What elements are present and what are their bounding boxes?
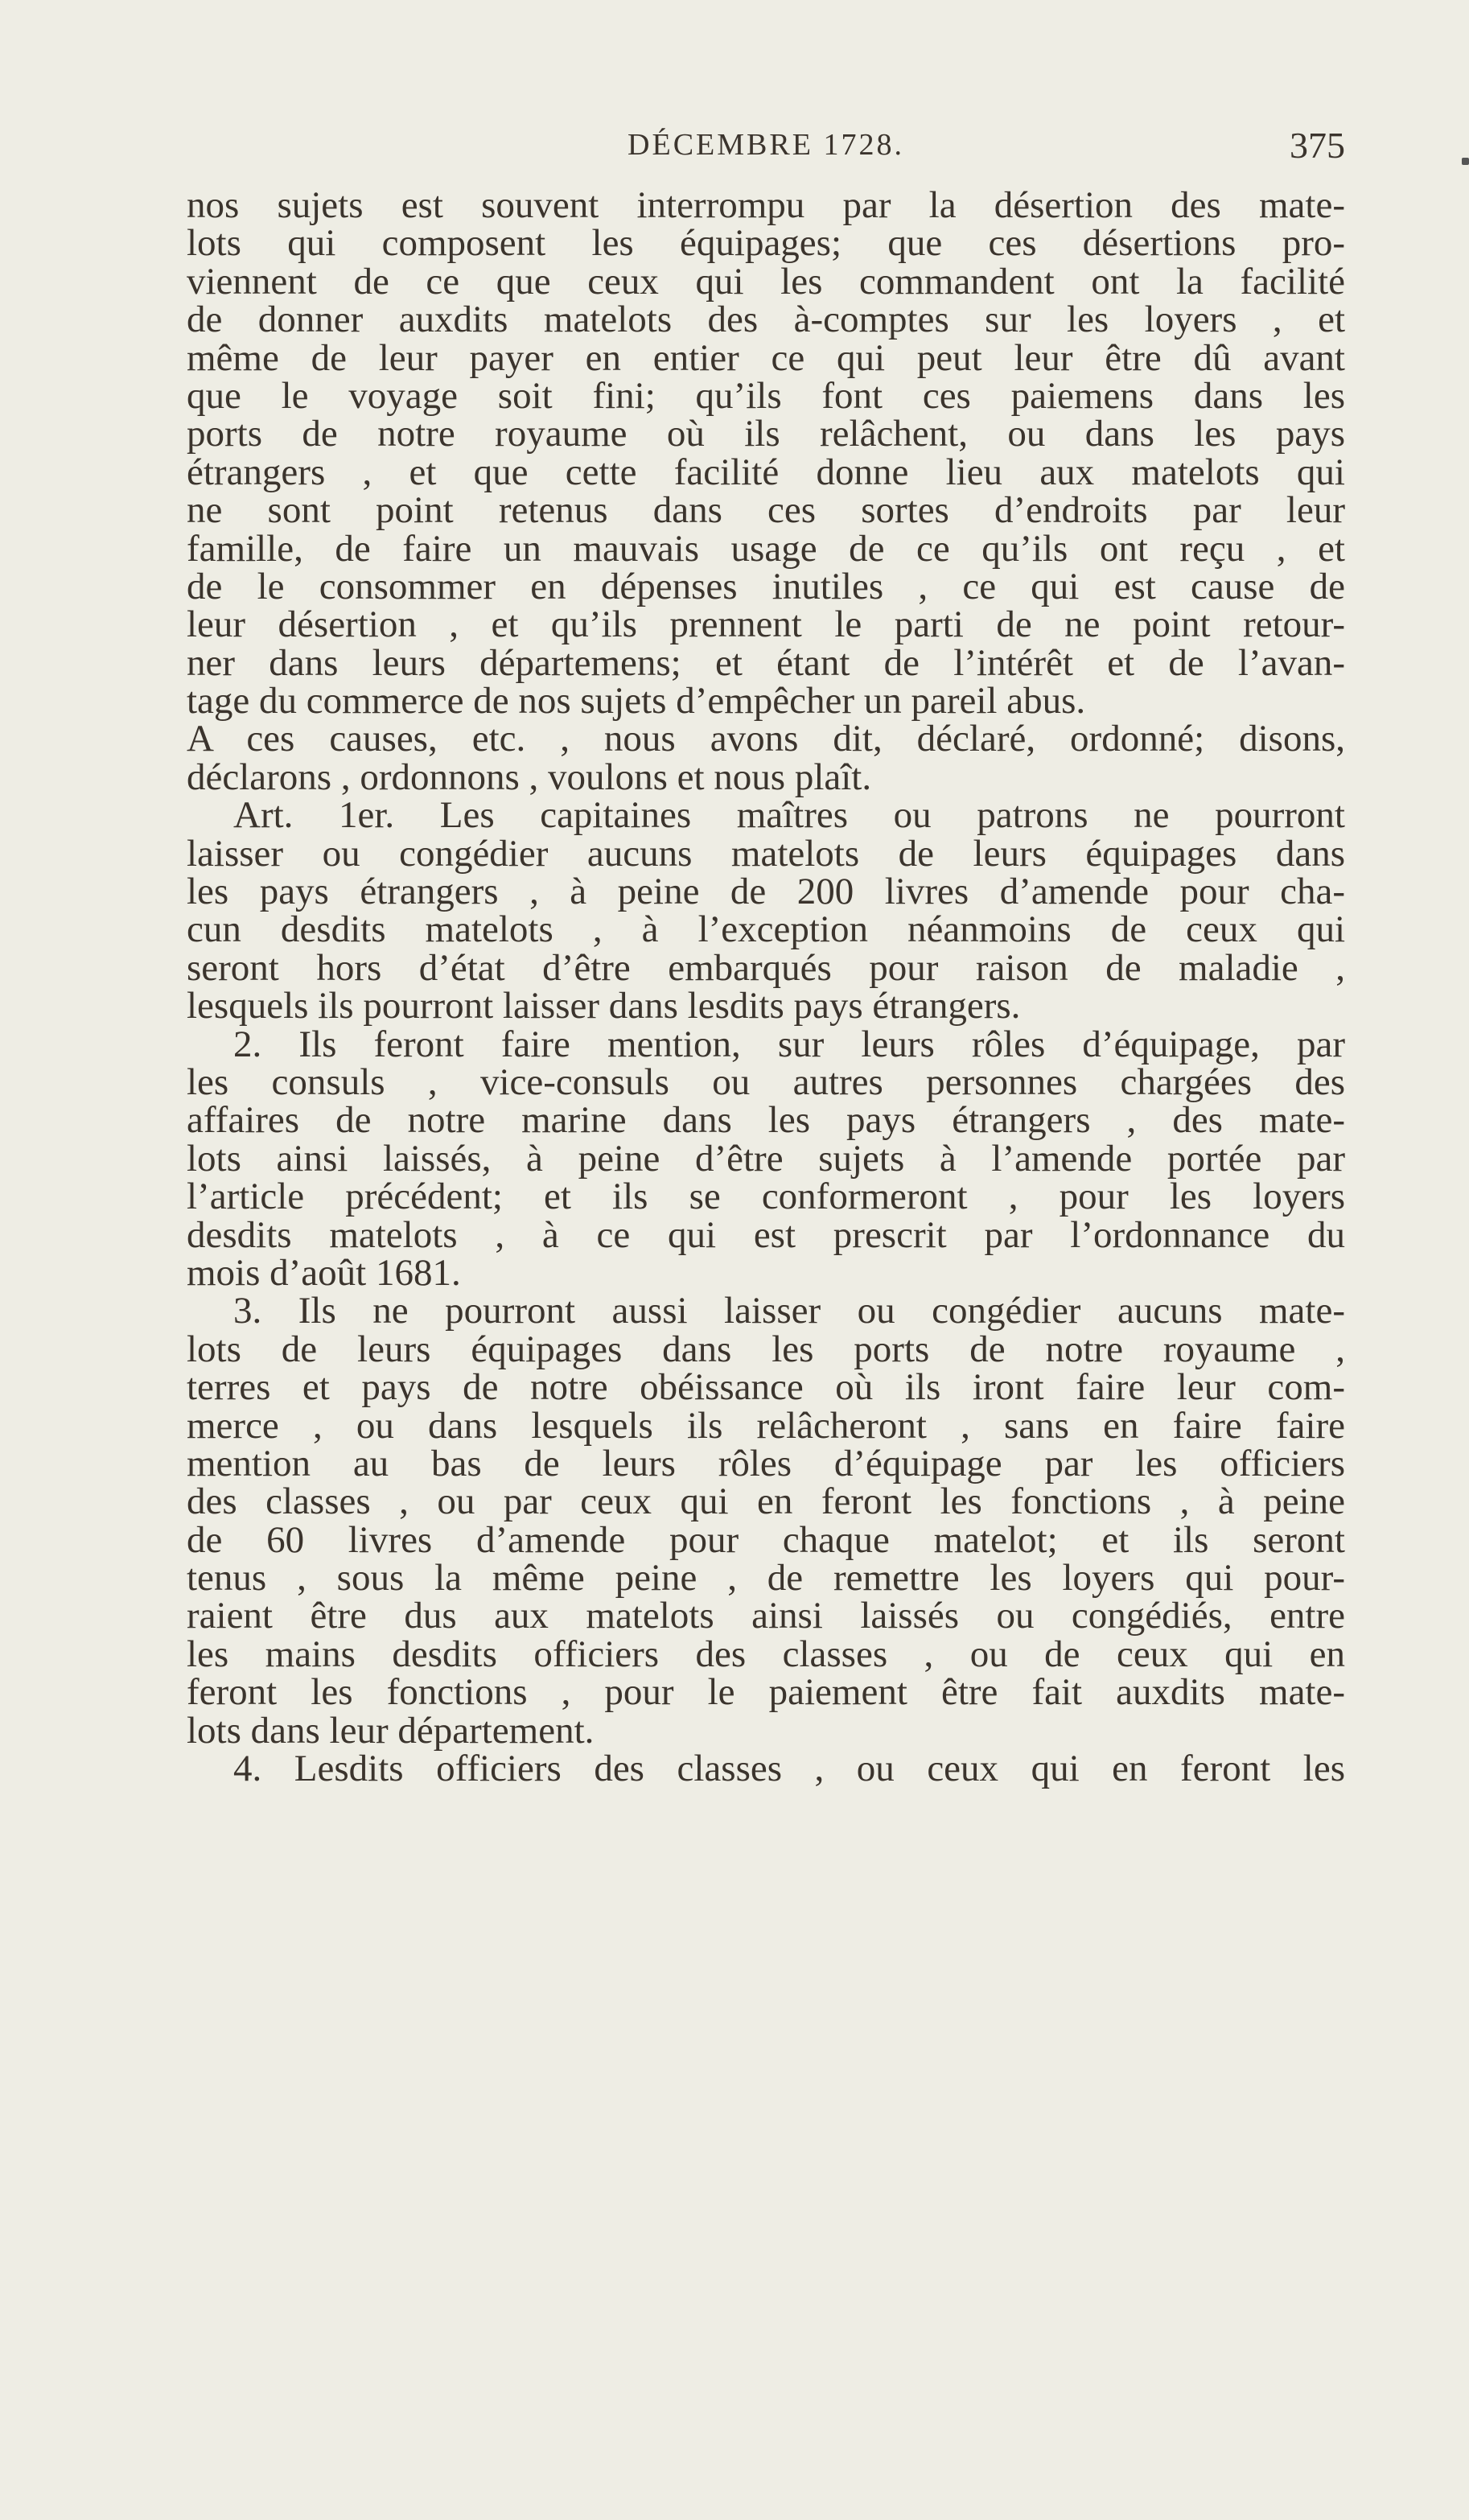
text-line: leur désertion , et qu’ils prennent le parti de ne point retour- <box>187 603 1345 646</box>
text-line: tenus , sous la même peine , de remettre les loyers qui pour- <box>187 1557 1345 1600</box>
text-line: déclarons , ordonnons , voulons et nous plaît. <box>187 756 872 798</box>
text-line: lots qui composent les équipages; que ces désertions pro- <box>187 222 1345 265</box>
text-line: étrangers , et que cette facilité donne lieu aux matelots qui <box>187 451 1345 493</box>
text-line: lesquels ils pourront laisser dans lesdits pays étrangers. <box>187 985 1021 1027</box>
text-line: de donner auxdits matelots des à-comptes sur les loyers , et <box>187 299 1345 341</box>
text-line: viennent de ce que ceux qui les commandent ont la facilité <box>187 260 1345 303</box>
text-line: ne sont point retenus dans ces sortes d’endroits par leur <box>187 489 1345 532</box>
text-line: ports de notre royaume où ils relâchent, ou dans les pays <box>187 413 1345 455</box>
body-text <box>187 184 1345 1790</box>
paragraph <box>187 794 1345 1027</box>
text-line: nos sujets est souvent interrompu par la désertion des mate- <box>187 184 1345 226</box>
text-line: feront les fonctions , pour le paiement être fait auxdits mate- <box>187 1671 1345 1714</box>
text-line: terres et pays de notre obéissance où ils iront faire leur com- <box>187 1366 1345 1409</box>
text-line: desdits matelots , à ce qui est prescrit par l’ordonnance du <box>187 1213 1345 1256</box>
page-header <box>187 127 1345 175</box>
text-line: laisser ou congédier aucuns matelots de leurs équipages dans <box>187 832 1345 875</box>
text-line: seront hors d’état d’être embarqués pour raison de maladie , <box>187 946 1345 989</box>
text-line: cun desdits matelots , à l’exception néanmoins de ceux qui <box>187 908 1345 951</box>
text-line: mois d’août 1681. <box>187 1251 461 1294</box>
running-title: DÉCEMBRE 1728. <box>628 128 904 162</box>
text-line: Art. 1er. Les capitaines maîtres ou patrons ne pourront <box>233 794 1345 837</box>
paragraph <box>187 1750 1345 1788</box>
text-line: raient être dus aux matelots ainsi laissés ou congédiés, entre <box>187 1595 1345 1637</box>
text-line: merce , ou dans lesquels ils relâcheront , sans en faire faire <box>187 1404 1345 1447</box>
paragraph <box>187 1292 1345 1750</box>
text-line: lots de leurs équipages dans les ports de notre royaume , <box>187 1328 1345 1370</box>
text-line: lots ainsi laissés, à peine d’être sujets à l’amende portée par <box>187 1137 1345 1180</box>
text-line: les pays étrangers , à peine de 200 livres d’amende pour cha- <box>187 871 1345 913</box>
text-line: 2. Ils feront faire mention, sur leurs rôles d’équipage, par <box>233 1023 1345 1065</box>
text-line: A ces causes, etc. , nous avons dit, déclaré, ordonné; disons, <box>187 718 1345 760</box>
text-line: que le voyage soit fini; qu’ils font ces paiemens dans les <box>187 374 1345 417</box>
page-number: 375 <box>1290 125 1345 166</box>
paragraph <box>187 184 1345 723</box>
text-line: affaires de notre marine dans les pays étrangers , des mate- <box>187 1099 1345 1142</box>
text-line: de 60 livres d’amende pour chaque matelot; et ils seront <box>187 1518 1345 1561</box>
text-line: de le consommer en dépenses inutiles , ce qui est cause de <box>187 565 1345 607</box>
text-line: même de leur payer en entier ce qui peut leur être dû avant <box>187 336 1345 379</box>
paragraph <box>187 720 1345 797</box>
text-line: 3. Ils ne pourront aussi laisser ou congédier aucuns mate- <box>233 1290 1345 1332</box>
text-line: les mains desdits officiers des classes , ou de ceux qui en <box>187 1633 1345 1675</box>
margin-mark <box>1462 158 1469 165</box>
text-line: 4. Lesdits officiers des classes , ou ceux qui en feront les <box>233 1748 1345 1790</box>
text-line: tage du commerce de nos sujets d’empêcher un pareil abus. <box>187 680 1086 723</box>
text-line: lots dans leur département. <box>187 1709 595 1752</box>
text-line: ner dans leurs départemens; et étant de l’intérêt et de l’avan- <box>187 641 1345 684</box>
text-line: les consuls , vice-consuls ou autres personnes chargées des <box>187 1060 1345 1103</box>
paragraph <box>187 1023 1345 1294</box>
text-line: famille, de faire un mauvais usage de ce qu’ils ont reçu , et <box>187 527 1345 570</box>
text-line: mention au bas de leurs rôles d’équipage par les officiers <box>187 1442 1345 1484</box>
text-line: l’article précédent; et ils se conformeront , pour les loyers <box>187 1176 1345 1218</box>
text-line: des classes , ou par ceux qui en feront les fonctions , à peine <box>187 1480 1345 1523</box>
